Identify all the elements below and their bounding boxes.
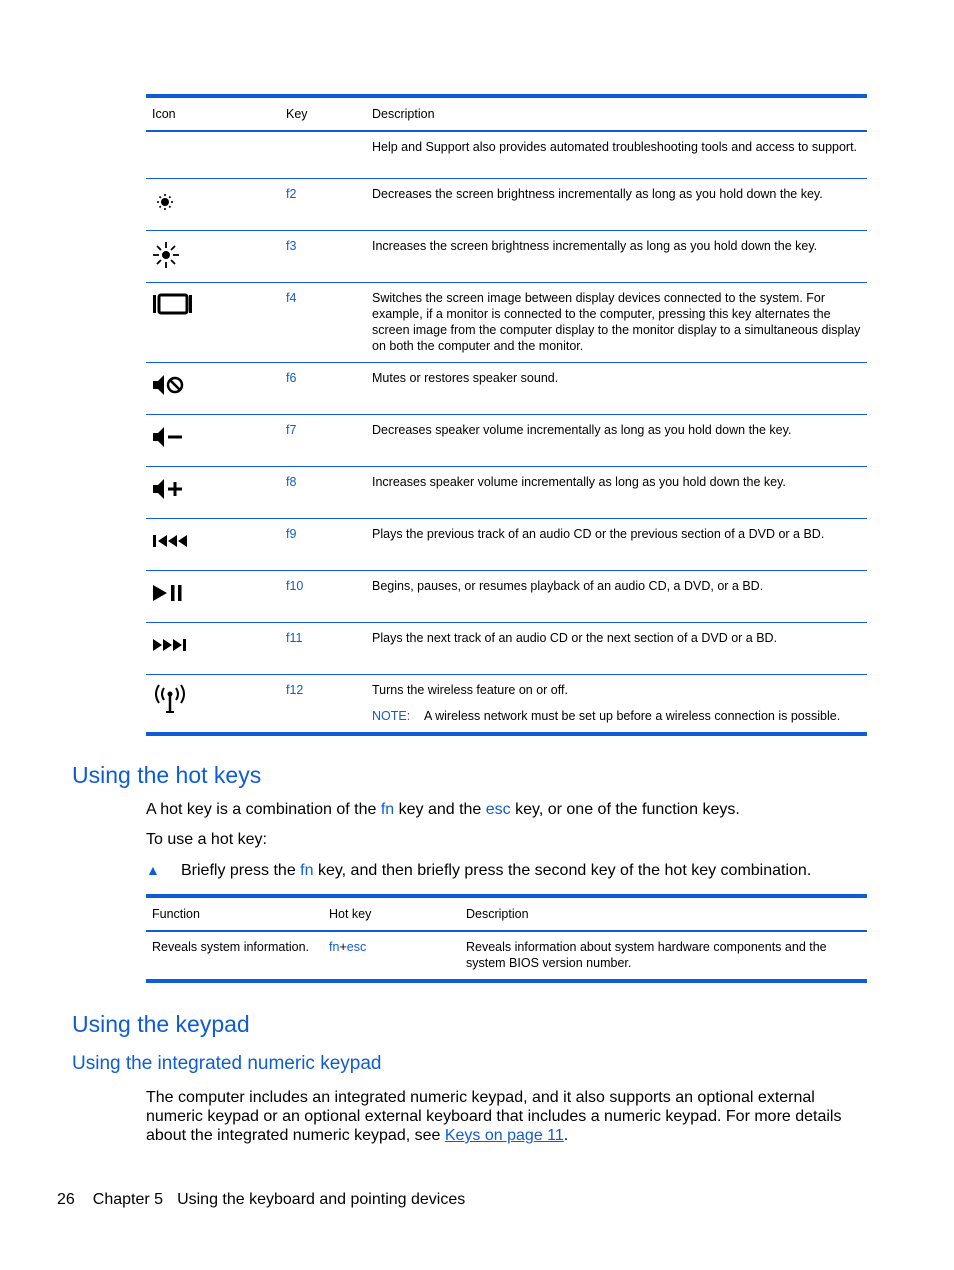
row-function: Reveals system information. — [146, 931, 323, 981]
hotkey-table — [146, 894, 867, 983]
header-description: Description — [366, 96, 867, 131]
volume-up-icon — [146, 466, 280, 518]
row-description: Plays the next track of an audio CD or the next section of a DVD or a BD. — [366, 622, 867, 674]
key-f8: f8 — [280, 466, 366, 518]
table-row — [146, 282, 867, 362]
chapter-label: Chapter 5 — [92, 1191, 164, 1208]
note — [372, 708, 861, 724]
key-f2: f2 — [280, 178, 366, 230]
key-f12: f12 — [280, 674, 366, 734]
header-hotkey: Hot key — [323, 896, 460, 931]
keypad-paragraph: The computer includes an integrated numeric keypad, and it also supports an optional external numeric keypad or an optional external keyboard that includes a numeric keypad. For more details about the integrated numeric keypad, see Keys on page 11. — [146, 1089, 842, 1144]
to-use-text: To use a hot key: — [146, 831, 267, 848]
key-f6: f6 — [280, 362, 366, 414]
esc-key-ref: esc — [485, 801, 511, 818]
row-description: Begins, pauses, or resumes playback of an audio CD, a DVD, or a BD. — [366, 570, 867, 622]
header-icon: Icon — [146, 96, 280, 131]
brightness-up-icon — [146, 230, 280, 282]
row-description: Turns the wireless feature on or off. — [372, 682, 568, 697]
table-row — [146, 178, 867, 230]
table-row — [146, 518, 867, 570]
next-track-icon — [146, 622, 280, 674]
table-row — [146, 466, 867, 518]
volume-down-icon — [146, 414, 280, 466]
mute-icon — [146, 362, 280, 414]
row-description: Increases the screen brightness incrementally as long as you hold down the key. — [366, 230, 867, 282]
header-function: Function — [146, 896, 323, 931]
row-description: Reveals information about system hardware components and the system BIOS version number. — [460, 931, 867, 981]
hotkeys-heading: Using the hot keys — [72, 762, 262, 788]
row-description: Decreases speaker volume incrementally as long as you hold down the key. — [366, 414, 867, 466]
hotkeys-intro: A hot key is a combination of the fn key and the esc key, or one of the function keys. — [146, 801, 740, 818]
chapter-title: Using the keyboard and pointing devices — [177, 1191, 466, 1208]
row-hotkey: fn+esc — [323, 931, 460, 981]
row-description: Decreases the screen brightness incrementally as long as you hold down the key. — [366, 178, 867, 230]
fn-key-ref: fn — [380, 801, 395, 818]
key-f7: f7 — [280, 414, 366, 466]
header-key: Key — [280, 96, 366, 131]
table-row — [146, 674, 867, 734]
header-description: Description — [460, 896, 867, 931]
wireless-icon — [146, 674, 280, 734]
previous-track-icon — [146, 518, 280, 570]
page-footer — [57, 1191, 465, 1209]
row-description: Mutes or restores speaker sound. — [366, 362, 867, 414]
keypad-heading: Using the keypad — [72, 1011, 250, 1037]
display-switch-icon — [146, 282, 280, 362]
triangle-bullet-icon: ▲ — [146, 862, 160, 878]
table-header-row — [146, 96, 867, 131]
function-key-table — [146, 94, 867, 736]
keys-page-link[interactable]: Keys on page 11 — [444, 1127, 564, 1144]
table-row — [146, 414, 867, 466]
row-description: Plays the previous track of an audio CD or the previous section of a DVD or a BD. — [366, 518, 867, 570]
note-text: A wireless network must be set up before a wireless connection is possible. — [424, 708, 841, 723]
table-row — [146, 570, 867, 622]
key-f11: f11 — [280, 622, 366, 674]
table-header-row — [146, 896, 867, 931]
key-f9: f9 — [280, 518, 366, 570]
note-label: NOTE: — [372, 708, 411, 723]
table-row — [146, 622, 867, 674]
table-row — [146, 362, 867, 414]
key-f3: f3 — [280, 230, 366, 282]
page-number: 26 — [57, 1191, 75, 1208]
play-pause-icon — [146, 570, 280, 622]
row-description: Increases speaker volume incrementally as long as you hold down the key. — [366, 466, 867, 518]
numeric-keypad-subheading: Using the integrated numeric keypad — [72, 1053, 382, 1074]
table-row — [146, 931, 867, 981]
table-row — [146, 230, 867, 282]
key-f4: f4 — [280, 282, 366, 362]
table-row — [146, 131, 867, 178]
key-f10: f10 — [280, 570, 366, 622]
fn-key-ref: fn — [300, 862, 314, 879]
brightness-down-icon — [146, 178, 280, 230]
row-description: Help and Support also provides automated troubleshooting tools and access to support. — [372, 140, 858, 154]
row-description: Switches the screen image between display devices connected to the system. For example, if a monitor is connected to the computer, pressing this key alternates the screen image from the computer display to the monitor display to a simultaneous display on both the computer and the monitor. — [366, 282, 867, 362]
